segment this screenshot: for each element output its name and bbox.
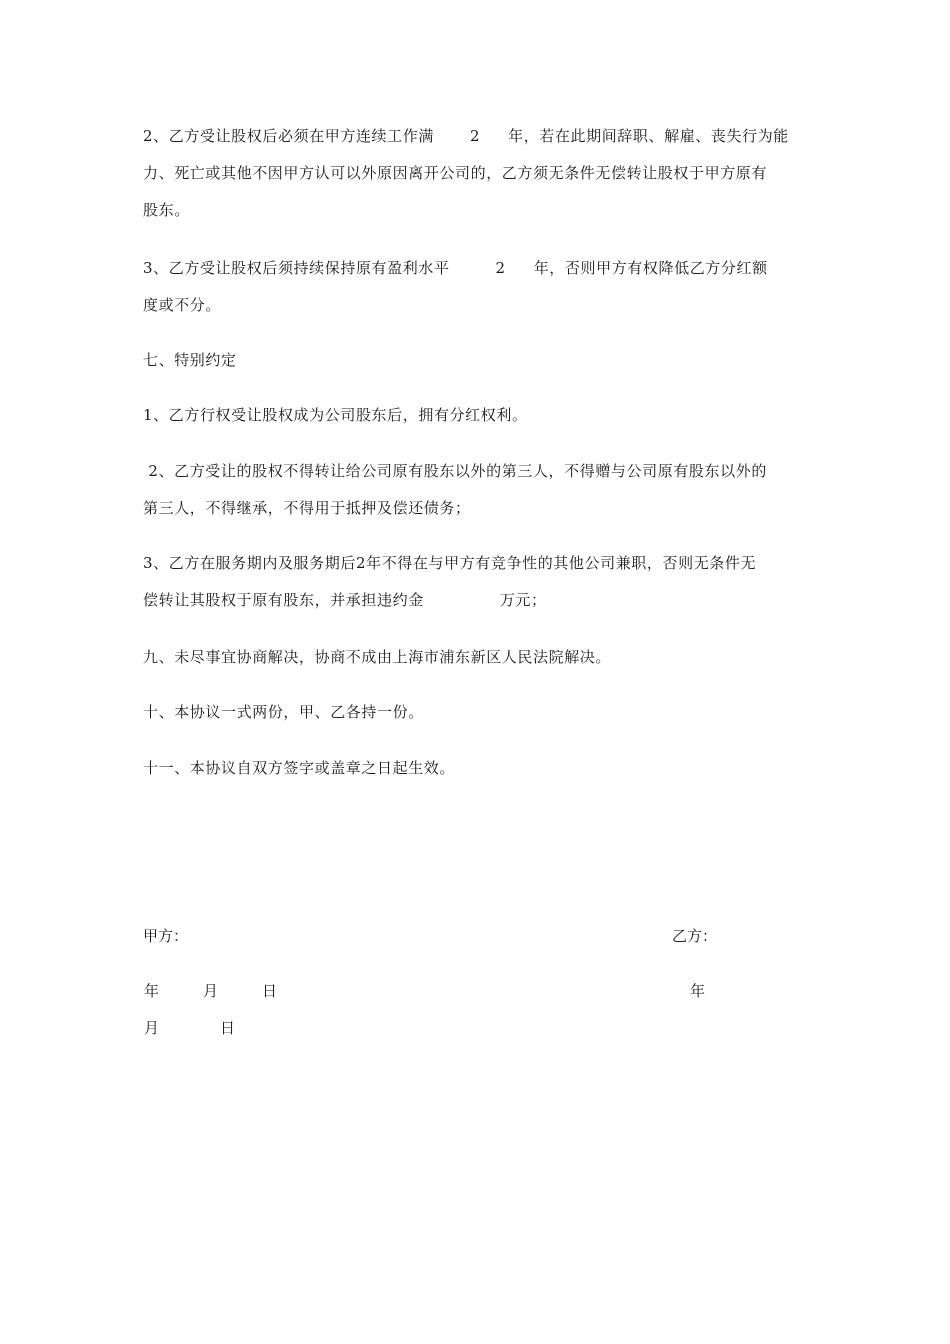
clause-6-3-line2: 度或不分。 (143, 296, 222, 314)
clause-7-3-line2-pre: 偿转让其股权于原有股东，并承担违约金 (143, 591, 424, 609)
clause-6-2-line3: 股东。 (143, 201, 190, 219)
clause-7-3 (143, 545, 809, 619)
clause-6-2-line1-post: 年，若在此期间辞职、解雇、丧失行为能 (508, 127, 789, 145)
clause-6-3-years: 2 (495, 259, 506, 277)
party-b-year: 年 (690, 982, 706, 1000)
section-10 (143, 694, 809, 731)
section-7-heading (143, 342, 809, 379)
party-b-month: 月 (144, 1019, 160, 1037)
party-a-label: 甲方： (143, 927, 189, 945)
clause-6-3 (143, 250, 809, 324)
clause-6-3-line1-pre: 3、乙方受让股权后须持续保持原有盈利水平 (143, 259, 450, 277)
party-b-day: 日 (220, 1019, 236, 1037)
section-9-text: 九、未尽事宜协商解决，协商不成由上海市浦东新区人民法院解决。 (143, 648, 612, 666)
clause-6-3-line1-post: 年，否则甲方有权降低乙方分红额 (533, 259, 768, 277)
clause-7-3-line2-post: 万元； (499, 591, 547, 609)
party-b-label: 乙方： (672, 927, 718, 945)
clause-7-2-line2: 第三人，不得继承，不得用于抵押及偿还债务； (143, 499, 471, 517)
clause-6-2-years: 2 (469, 127, 481, 145)
party-a-day: 日 (262, 982, 278, 1000)
section-7-heading-text: 七、特别约定 (143, 351, 237, 369)
party-a-year: 年 (144, 982, 160, 1000)
section-9 (143, 639, 809, 676)
section-11-text: 十一、本协议自双方签字或盖章之日起生效。 (143, 759, 456, 777)
clause-7-1 (143, 397, 809, 434)
clause-6-2-line2: 力、死亡或其他不因甲方认可以外原因离开公司的，乙方须无条件无偿转让股权于甲方原有 (143, 164, 768, 182)
clause-7-2-line1: 2、乙方受让的股权不得转让给公司原有股东以外的第三人，不得赠与公司原有股东以外的 (143, 462, 767, 480)
section-11 (143, 750, 809, 787)
clause-6-2-line1-pre: 2、乙方受让股权后必须在甲方连续工作满 (143, 127, 434, 145)
party-a-month: 月 (203, 982, 219, 1000)
clause-6-2 (143, 118, 809, 229)
clause-7-1-text: 1、乙方行权受让股权成为公司股东后，拥有分红权利。 (143, 406, 528, 424)
section-10-text: 十、本协议一式两份，甲、乙各持一份。 (143, 703, 424, 721)
clause-7-3-line1: 3、乙方在服务期内及服务期后2年不得在与甲方有竞争性的其他公司兼职，否则无条件无 (143, 554, 757, 572)
clause-7-2 (143, 453, 809, 527)
